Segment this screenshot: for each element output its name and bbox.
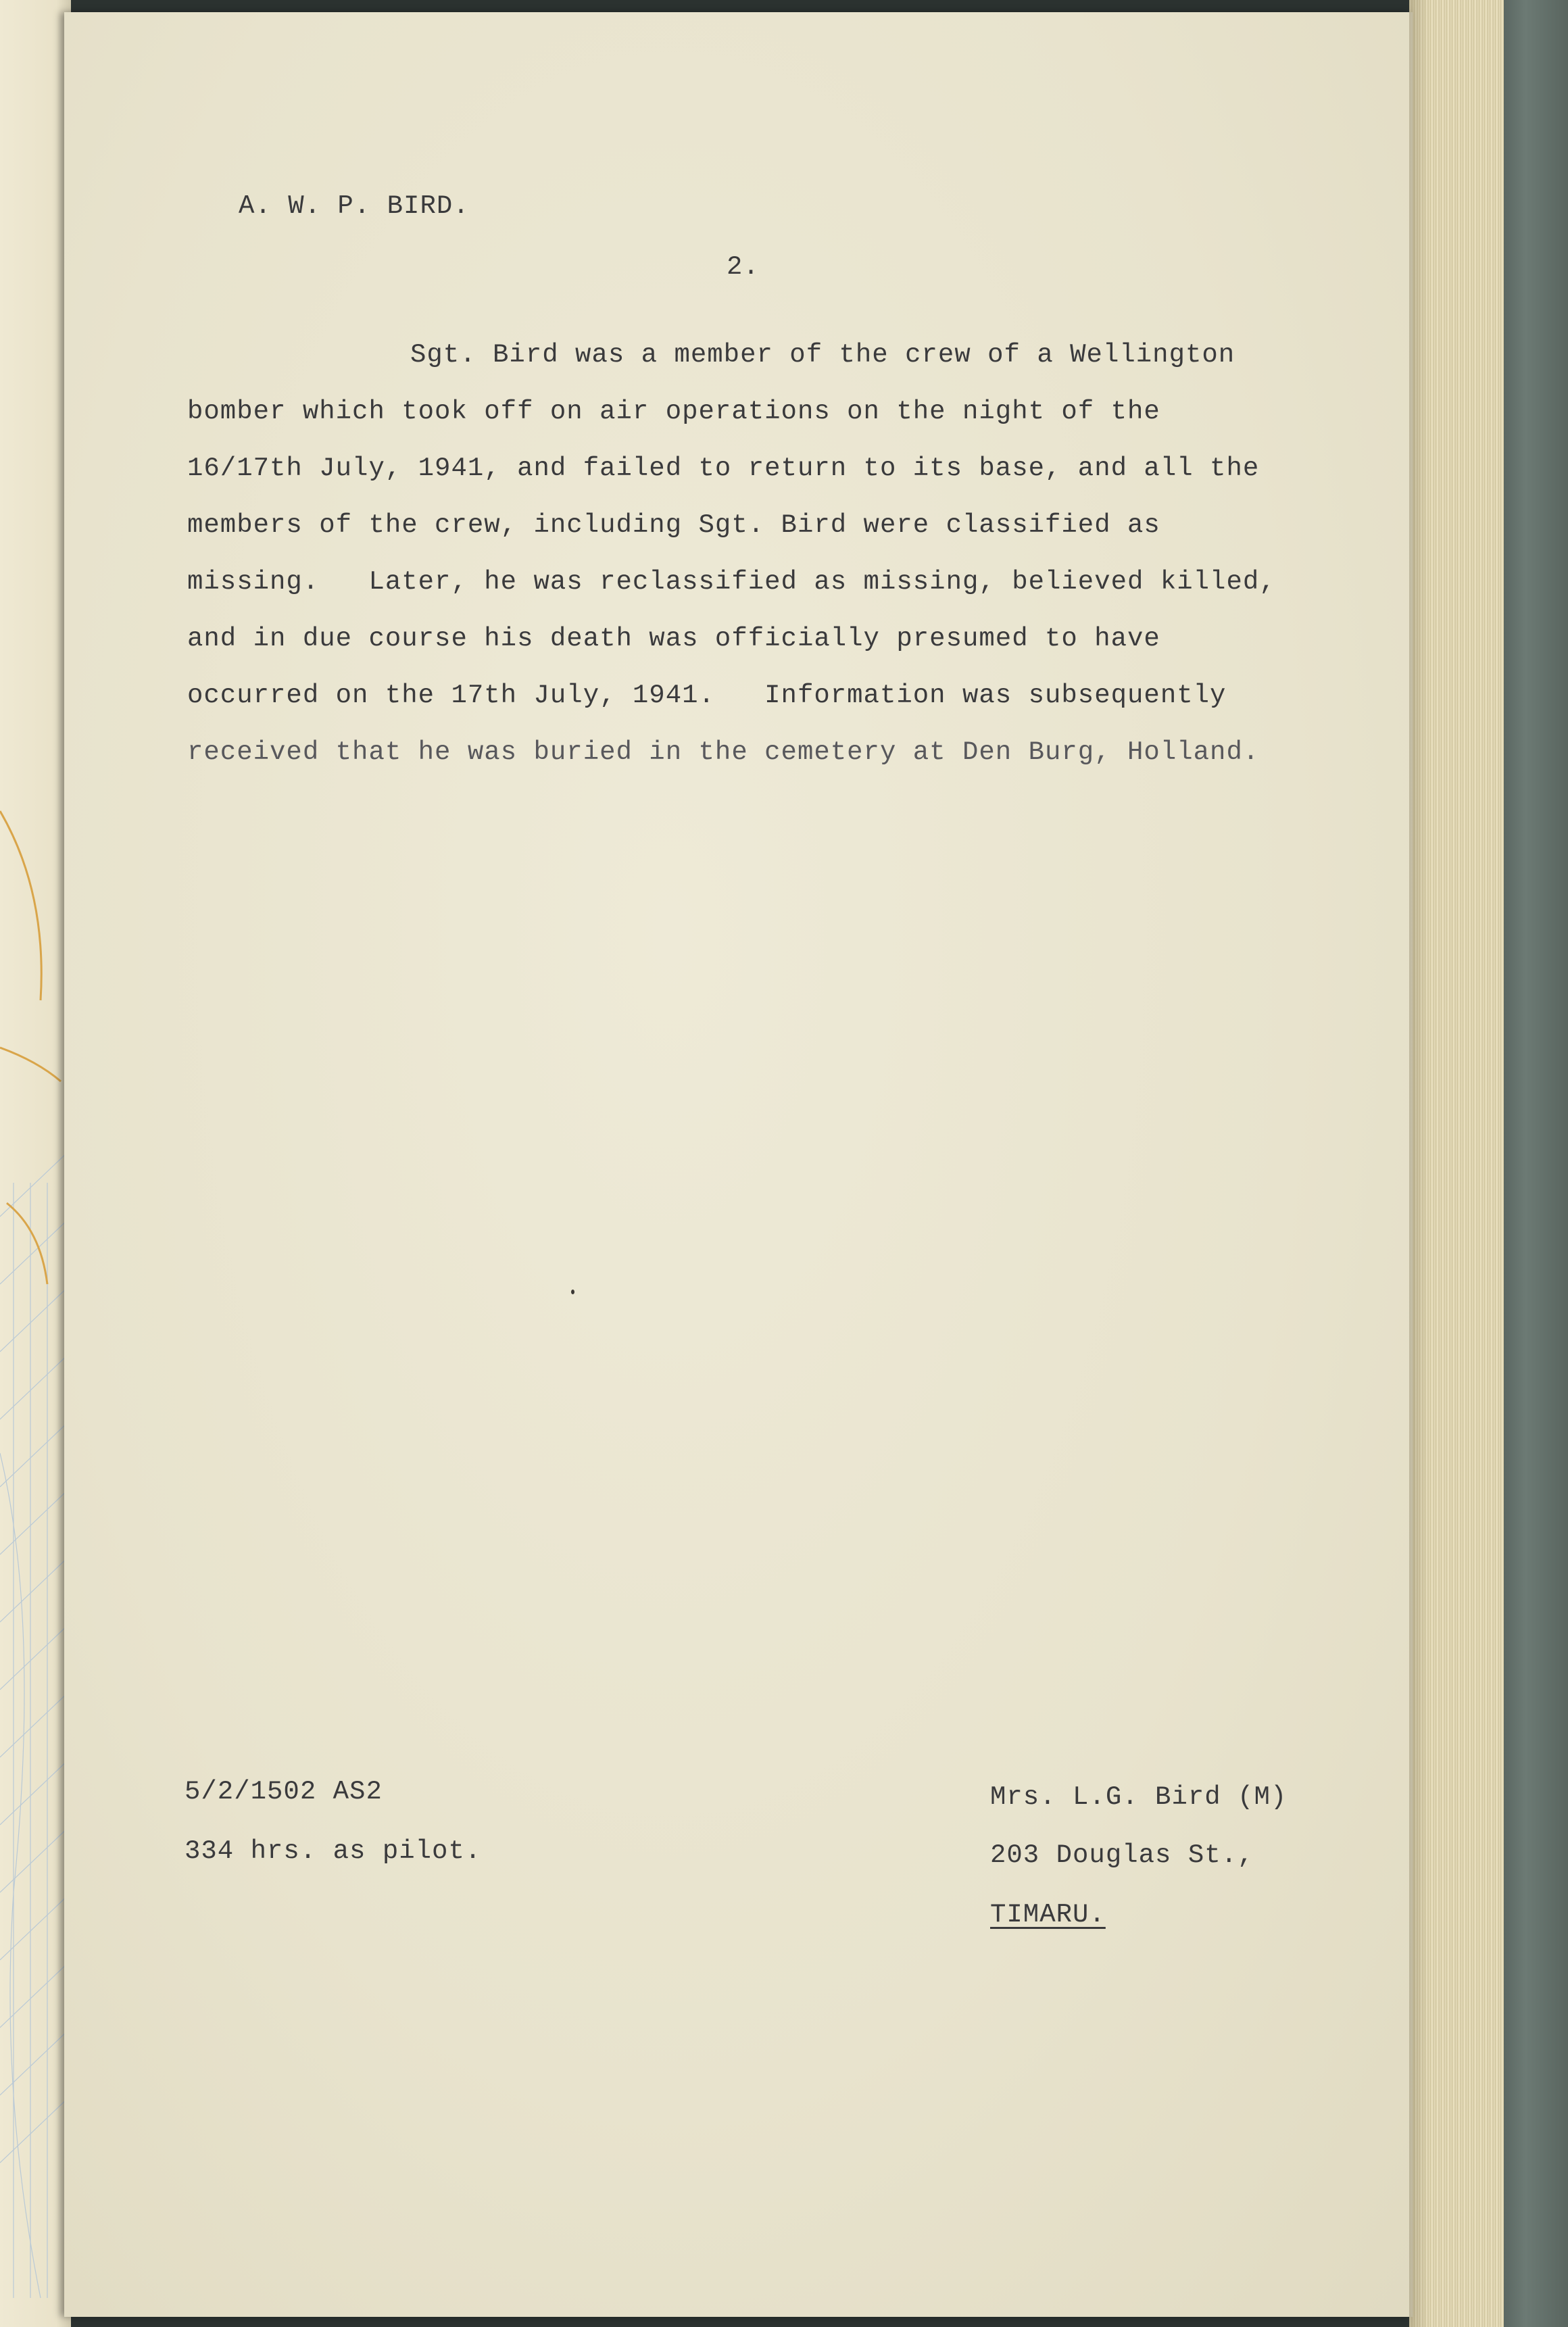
narrative-line: received that he was buried in the cemetery at Den Burg, Holland.	[187, 737, 1260, 767]
narrative-line: and in due course his death was officially presumed to have	[187, 624, 1160, 654]
ink-speck	[571, 1290, 574, 1294]
next-of-kin-name: Mrs. L.G. Bird (M)	[990, 1782, 1288, 1812]
book-binding	[1497, 0, 1568, 2327]
file-reference: 5/2/1502 AS2	[185, 1777, 383, 1807]
map-fragment-graphic	[0, 0, 71, 2327]
flying-hours: 334 hrs. as pilot.	[185, 1836, 482, 1866]
town: TIMARU.	[990, 1900, 1106, 1930]
narrative-line: members of the crew, including Sgt. Bird were classified as	[187, 510, 1160, 540]
narrative-line: missing. Later, he was reclassified as missing, believed killed,	[187, 567, 1276, 597]
record-name: A. W. P. BIRD.	[239, 191, 470, 221]
street-address: 203 Douglas St.,	[990, 1840, 1254, 1870]
facing-page-map-edge	[0, 0, 71, 2327]
narrative-line: Sgt. Bird was a member of the crew of a Wellington	[410, 340, 1235, 370]
narrative-line: 16/17th July, 1941, and failed to return to its base, and all the	[187, 454, 1260, 483]
narrative-line: bomber which took off on air operations on the night of the	[187, 397, 1160, 426]
page-edge-shadow	[1409, 0, 1429, 2327]
page-number: 2.	[727, 252, 760, 282]
document-page	[64, 12, 1413, 2317]
narrative-line: occurred on the 17th July, 1941. Information was subsequently	[187, 681, 1227, 710]
